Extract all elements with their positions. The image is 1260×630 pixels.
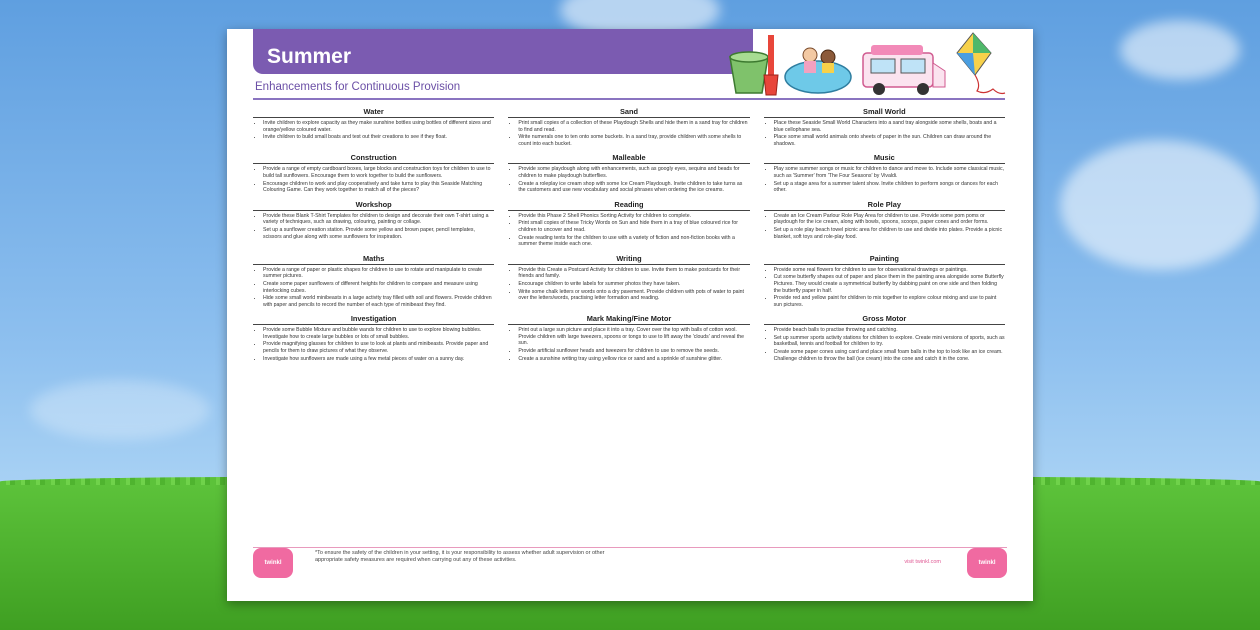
section-heading: Small World [764,107,1005,118]
section-heading: Role Play [764,200,1005,211]
website-link[interactable]: visit twinkl.com [904,559,941,565]
list-item: • Provide this Phase 2 Shell Phonics Sorting Activity for children to complete. [518,213,749,220]
page-subtitle: Enhancements for Continuous Provision [255,81,461,93]
section-heading: Workshop [253,200,494,211]
section-gross-motor [764,314,1005,363]
list-item: • Create an Ice Cream Parlour Role Play Area for children to use. Provide some pom poms or playdough for the ice cream, along with bowls, spoons, scoops, paper cones and order forms. [774,213,1005,226]
list-item: • Print out a large sun picture and place it into a tray. Cover over the top with balls of cotton wool. Provide children with large tweezers, spoons or tongs to use to lift away the 'clouds' and reveal the sun. [518,327,749,347]
list-item: • Create a roleplay ice cream shop with some Ice Cream Playdough. Invite children to take turns as the customers and use new vocabulary and social phrases when ordering the ice creams. [518,181,749,194]
section-role-play [764,200,1005,249]
safety-note: *To ensure the safety of the children in your setting, it is your responsibility to assess whether adult supervision or other appropriate safety measures are required when carrying out any of these activities. [315,550,605,563]
list-item: • Set up summer sports activity stations for children to explore. Create mini versions of sports, such as basketball, tennis and football for children to try. [774,335,1005,348]
section-small-world [764,107,1005,148]
section-maths [253,254,494,310]
section-writing [508,254,749,310]
twinkl-logo-left: twinkl [253,548,293,578]
document-sheet [227,29,1033,601]
activity-grid [253,107,1005,368]
list-item: • Set up a stage area for a summer talent show. Invite children to perform songs or dances for each other. [774,181,1005,194]
section-heading: Gross Motor [764,314,1005,325]
list-item: • Provide a range of empty cardboard boxes, large blocks and construction toys for children to use to build tall sunflowers. Encourage them to work together to build the sunflowers. [263,166,494,179]
section-painting [764,254,1005,310]
list-item: • Write some chalk letters or words onto a dry pavement. Provide children with pots of water to paint over the letters/words, practising letter formation and reading. [518,289,749,302]
list-item: • Cut some butterfly shapes out of paper and place them in the painting area alongside some Butterfly Pictures. They would create a symmetrical butterfly by dabbing paint on one side and then folding the butterfly paper in half. [774,274,1005,294]
list-item: • Create some paper cones using card and place small foam balls in the top to look like an ice cream. Challenge children to throw the ball (ice cream) into the cone and catch it in the cone. [774,349,1005,362]
section-heading: Investigation [253,314,494,325]
section-music [764,153,1005,194]
section-workshop [253,200,494,249]
list-item: • Place some small world animals onto sheets of paper in the sun. Children can draw around the shadows. [774,134,1005,147]
list-item: • Create reading tents for the children to use with a variety of fiction and non-fiction books with a summer theme inside each one. [518,235,749,248]
footer-divider [253,547,1007,548]
section-heading: Music [764,153,1005,164]
section-sand [508,107,749,148]
list-item: • Investigate how sunflowers are made using a few metal pieces of water on a sunny day. [263,356,494,363]
section-heading: Painting [764,254,1005,265]
kite-icon [949,31,1009,101]
list-item: • Encourage children to work and play cooperatively and take turns to play this Seaside Matching Colouring Game. Can they work together to match all of the pieces? [263,181,494,194]
list-item: • Provide some real flowers for children to use for observational drawings or paintings. [774,267,1005,274]
page-title: Summer [267,45,352,68]
list-item: • Invite children to build small boats and test out their creations to see if they float. [263,134,494,141]
list-item: • Place these Seaside Small World Characters into a sand tray alongside some shells, boats and a blue cellophane sea. [774,120,1005,133]
list-item: • Provide this Create a Postcard Activity for children to use. Invite them to make postcards for their friends and family. [518,267,749,280]
section-heading: Mark Making/Fine Motor [508,314,749,325]
section-heading: Water [253,107,494,118]
list-item: • Set up a sunflower creation station. Provide some yellow and brown paper, pencil templates, scissors and glue along with some sunflowers for inspiration. [263,227,494,240]
list-item: • Provide artificial sunflower heads and tweezers for children to use to remove the seeds. [518,348,749,355]
bucket-and-spade-icon [722,31,784,101]
list-item: • Provide red and yellow paint for children to mix together to explore colour mixing and use to paint sun pictures. [774,295,1005,308]
section-heading: Writing [508,254,749,265]
section-water [253,107,494,148]
list-item: • Create some paper sunflowers of different heights for children to compare and measure using interlocking cubes. [263,281,494,294]
list-item: • Provide beach balls to practise throwing and catching. [774,327,1005,334]
list-item: • Encourage children to write labels for summer photos they have taken. [518,281,749,288]
list-item: • Write numerals one to ten onto some buckets. In a sand tray, provide children with some shells to count into each bucket. [518,134,749,147]
section-construction [253,153,494,194]
section-investigation [253,314,494,363]
paddling-pool-icon [782,31,854,101]
list-item: • Play some summer songs or music for children to dance and move to. Include some classical music, such as 'Summer' from 'The Four Seasons' by Vivaldi. [774,166,1005,179]
list-item: • Provide magnifying glasses for children to use to look at plants and minibeasts. Provide paper and pencils for them to draw pictures of what they observe. [263,341,494,354]
list-item: • Provide some playdough along with enhancements, such as googly eyes, sequins and beads for children to make playdough butterflies. [518,166,749,179]
list-item: • Create a sunshine writing tray using yellow rice or sand and a sprinkle of sunshine glitter. [518,356,749,363]
header-divider [253,98,1005,100]
list-item: • Set up a role play beach towel picnic area for children to use and divide into plates. Provide a picnic blanket, soft toys and role-play food. [774,227,1005,240]
section-heading: Construction [253,153,494,164]
list-item: • Print small copies of a collection of these Playdough Shells and hide them in a sand tray for children to find and read. [518,120,749,133]
section-heading: Maths [253,254,494,265]
section-heading: Malleable [508,153,749,164]
section-mark-making [508,314,749,363]
section-heading: Reading [508,200,749,211]
twinkl-logo-right: twinkl [967,548,1007,578]
section-reading [508,200,749,249]
list-item: • Provide some Bubble Mixture and bubble wands for children to use to explore blowing bubbles. Investigate how to create large bubbles or lots of small bubbles. [263,327,494,340]
list-item: • Provide these Blank T-Shirt Templates for children to design and decorate their own T-shirt using a variety of techniques, such as drawing, colouring, painting or collage. [263,213,494,226]
section-heading: Sand [508,107,749,118]
list-item: • Hide some small world minibeasts in a large activity tray filled with soil and flowers. Provide children with paper and pencils to record the number of each type of minibeast they find. [263,295,494,308]
list-item: • Invite children to explore capacity as they make sunshine bottles using bottles of different sizes and orange/yellow coloured water. [263,120,494,133]
list-item: • Print small copies of these Tricky Words on Sun and hide them in a tray of blue coloured rice for children to uncover and read. [518,220,749,233]
list-item: • Provide a range of paper or plastic shapes for children to use to rotate and manipulate to create summer pictures. [263,267,494,280]
ice-cream-van-icon [857,31,949,101]
section-malleable [508,153,749,194]
